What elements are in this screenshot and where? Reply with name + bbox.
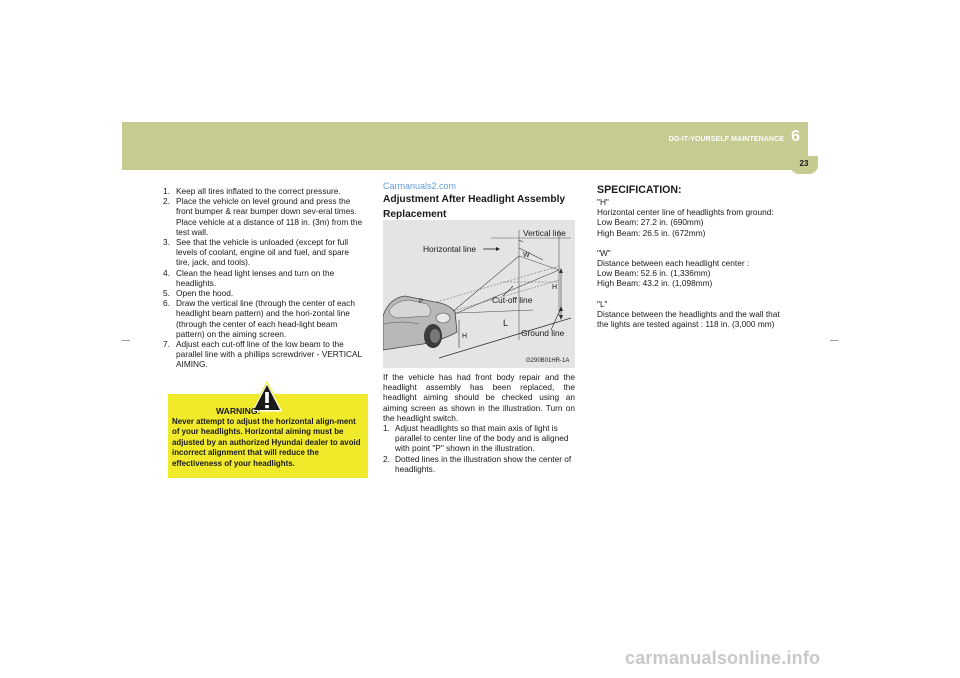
- warning-title: WARNING:: [216, 406, 261, 416]
- spec-item-w: "W" Distance between each headlight center : Low Beam: 52.6 in. (1,336mm) High Beam: 43.2 in. (1,098mm): [597, 247, 750, 289]
- diagram-label-ground: Ground line: [521, 328, 565, 338]
- section-title: DO-IT-YOURSELF MAINTENANCE: [668, 136, 784, 143]
- procedure-list: [163, 186, 365, 370]
- adjustment-intro: If the vehicle has had front body repair and the headlight assembly has been replaced, the headlight aiming should be checked using an aiming screen as shown in the illustration. Turn on the headlight switch.: [383, 372, 575, 423]
- trim-mark-left: [122, 340, 130, 341]
- page-tab: [790, 156, 818, 174]
- warning-box: [168, 394, 368, 478]
- adjustment-title: Adjustment After Headlight Assembly Replacement: [383, 194, 566, 220]
- diagram-label-cutoff: Cut-off line: [492, 295, 533, 305]
- list-item: 1. Keep all tires inflated to the correct pressure.: [163, 186, 341, 196]
- list-item: 2. Place the vehicle on level ground and press the front bumper & rear bumper down sev-eral times. Place vehicle at a distance of 118 in. (3m) from the test wall.: [163, 196, 363, 237]
- footer-watermark: carmanualsonline.info: [625, 648, 821, 668]
- watermark-carmanuals: Carmanuals2.com: [383, 181, 457, 191]
- list-item: 3. See that the vehicle is unloaded (except for full levels of coolant, engine oil and fuel, and spare tire, jack, and tools).: [163, 237, 349, 268]
- list-item: 2. Dotted lines in the illustration show the center of headlights.: [383, 453, 572, 474]
- diagram-label-p: P: [419, 299, 424, 305]
- list-item: 6. Draw the vertical line (through the center of each headlight beam pattern) and the hori-zontal line (through the center of each head-light beam pattern) on the aiming screen.: [163, 298, 355, 339]
- page-number: 23: [799, 159, 809, 168]
- diagram-label-h-right: H: [552, 284, 558, 291]
- chapter-number: 6: [791, 128, 800, 145]
- spec-item-h: "H" Horizontal center line of headlights from ground: Low Beam: 27.2 in. (690mm) High Beam: 26.5 in. (672mm): [597, 197, 774, 238]
- spec-item-l: "L" Distance between the headlights and the wall that the lights are tested against : 118 in. (3,000 mm): [597, 298, 780, 330]
- adjustment-steps: [383, 423, 575, 474]
- adjustment-body: [383, 372, 575, 474]
- diagram-code: G290B01HR-1A: [526, 358, 570, 364]
- trim-mark-right: [830, 340, 838, 341]
- diagram-label-l: L: [503, 318, 509, 328]
- list-item: 7. Adjust each cut-off line of the low beam to the parallel line with a phillips screwdriver - VERTICAL AIMING.: [163, 339, 362, 370]
- diagram-label-horizontal: Horizontal line: [423, 244, 477, 254]
- adjustment-column: [383, 186, 575, 222]
- list-item: 1. Adjust headlights so that main axis of light is parallel to center line of the body and is aligned with point "P" shown in the illustration.: [383, 423, 569, 454]
- list-item: 4. Clean the head light lenses and turn on the headlights.: [163, 267, 335, 288]
- spec-heading: SPECIFICATION:: [597, 184, 682, 196]
- specification-column: [597, 184, 793, 339]
- headlight-aiming-diagram: [383, 220, 575, 368]
- diagram-label-w: W: [523, 252, 530, 259]
- diagram-label-vertical: Vertical line: [523, 228, 566, 238]
- list-item: 5. Open the hood.: [163, 288, 234, 299]
- header-band: [122, 122, 808, 170]
- warning-text: Never attempt to adjust the horizontal align-ment of your headlights. Horizontal aiming must be adjusted by an authorized Hyundai dealer to avoid incorrect alignment that will reduce the effectiveness of your headlights.: [172, 417, 361, 468]
- procedure-column: [163, 186, 365, 370]
- diagram-label-h-left: H: [462, 333, 468, 340]
